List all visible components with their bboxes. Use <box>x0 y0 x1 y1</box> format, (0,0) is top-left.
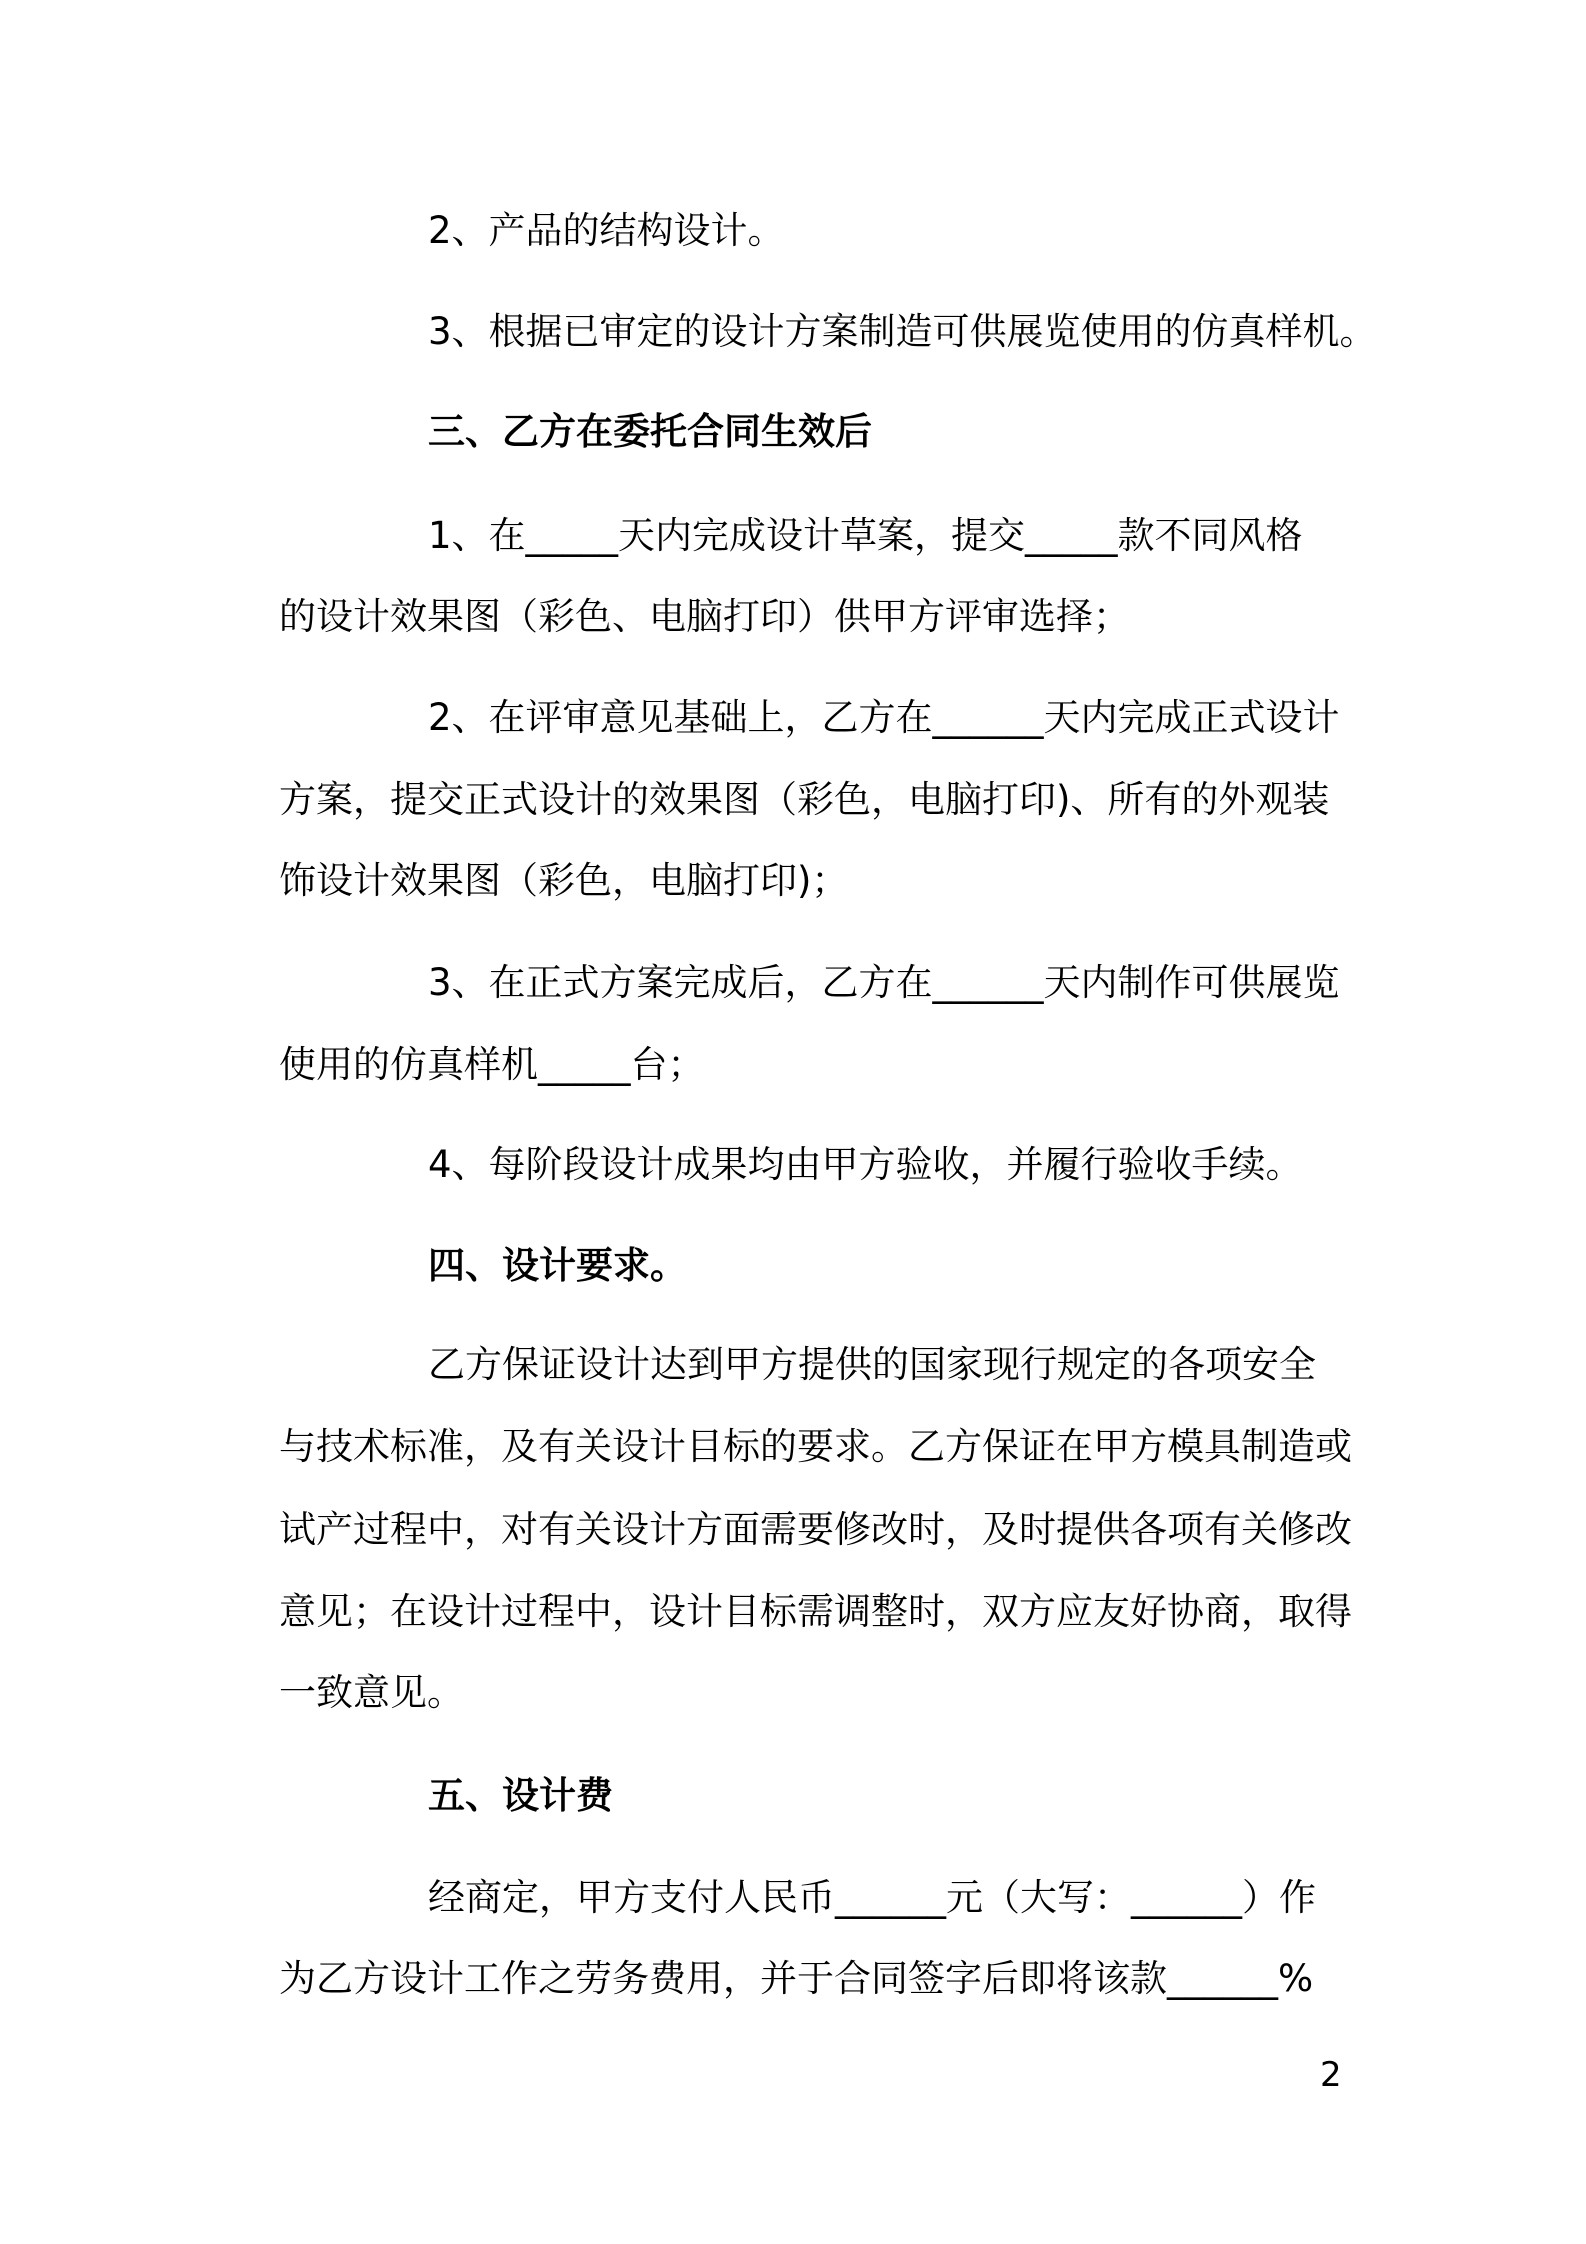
section-4-para-line5: 一致意见。 <box>279 1671 464 1714</box>
clause-3-2-line1: 2、在评审意见基础上，乙方在______天内完成正式设计 <box>428 696 1340 739</box>
clause-3-3-line2: 使用的仿真样机_____台； <box>279 1043 705 1086</box>
section-5-para-line2: 为乙方设计工作之劳务费用，并于合同签字后即将该款______% <box>279 1957 1314 2000</box>
clause-3-2-line3: 饰设计效果图（彩色，电脑打印)； <box>279 859 849 902</box>
page-number: 2 <box>1320 2055 1342 2095</box>
clause-3-1-line2: 的设计效果图（彩色、电脑打印）供甲方评审选择； <box>279 595 1130 638</box>
section-heading-4: 四、设计要求。 <box>428 1244 687 1287</box>
clause-3-3-line1: 3、在正式方案完成后，乙方在______天内制作可供展览 <box>428 961 1340 1004</box>
section-heading-3: 三、乙方在委托合同生效后 <box>428 410 872 453</box>
section-heading-5: 五、设计费 <box>428 1774 613 1817</box>
clause-3-2-line2: 方案，提交正式设计的效果图（彩色，电脑打印)、所有的外观装 <box>279 778 1330 821</box>
clause-3-4: 4、每阶段设计成果均由甲方验收，并履行验收手续。 <box>428 1143 1303 1186</box>
section-4-para-line2: 与技术标准，及有关设计目标的要求。乙方保证在甲方模具制造或 <box>279 1425 1352 1468</box>
clause-3-1-line1: 1、在_____天内完成设计草案，提交_____款不同风格 <box>428 514 1303 557</box>
section-5-para-line1: 经商定，甲方支付人民币______元（大写：______）作 <box>428 1876 1316 1919</box>
section-4-para-line1: 乙方保证设计达到甲方提供的国家现行规定的各项安全 <box>428 1343 1316 1386</box>
section-4-para-line3: 试产过程中，对有关设计方面需要修改时，及时提供各项有关修改 <box>279 1508 1352 1551</box>
item-prototype: 3、根据已审定的设计方案制造可供展览使用的仿真样机。 <box>428 310 1377 353</box>
item-structure-design: 2、产品的结构设计。 <box>428 209 785 252</box>
section-4-para-line4: 意见；在设计过程中，设计目标需调整时，双方应友好协商，取得 <box>279 1590 1352 1633</box>
